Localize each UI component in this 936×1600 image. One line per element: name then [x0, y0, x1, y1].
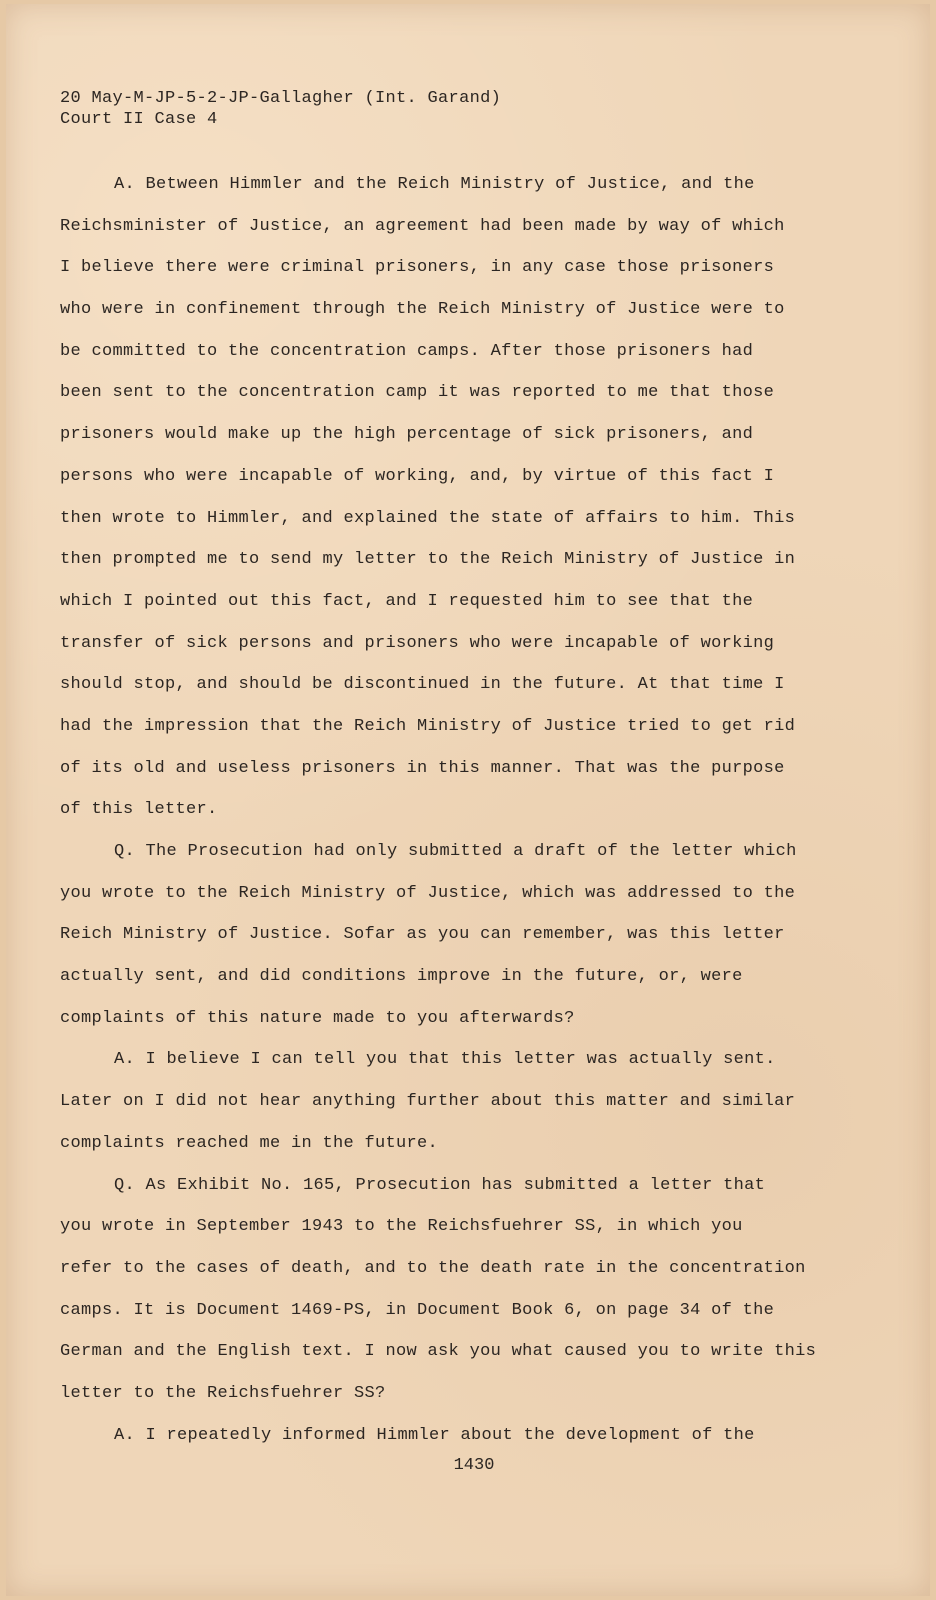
text-line: Reich Ministry of Justice. Sofar as you can remember, was this letter: [60, 925, 785, 945]
document-body: [60, 164, 860, 1456]
text-line: German and the English text. I now ask you what caused you to write this: [60, 1342, 817, 1362]
text-line: Reichsminister of Justice, an agreement had been made by way of which: [60, 216, 785, 236]
text-line: complaints reached me in the future.: [60, 1133, 439, 1153]
text-line: complaints of this nature made to you afterwards?: [60, 1008, 575, 1028]
text-line: should stop, and should be discontinued in the future. At that time I: [60, 675, 785, 695]
text-line: actually sent, and did conditions improve in the future, or, were: [60, 967, 743, 987]
text-line: Q. As Exhibit No. 165, Prosecution has submitted a letter that: [114, 1175, 766, 1195]
text-line: had the impression that the Reich Ministry of Justice tried to get rid: [60, 716, 796, 736]
text-line: A. I repeatedly informed Himmler about the development of the: [114, 1425, 755, 1445]
text-line: Q. The Prosecution had only submitted a draft of the letter which: [114, 842, 797, 861]
text-line: prisoners would make up the high percentage of sick prisoners, and: [60, 425, 754, 445]
document-header: [60, 88, 501, 130]
text-line: of this letter.: [60, 800, 218, 820]
text-line: A. Between Himmler and the Reich Ministry of Justice, and the: [114, 175, 755, 194]
text-line: camps. It is Document 1469-PS, in Document Book 6, on page 34 of the: [60, 1300, 775, 1320]
text-line: letter to the Reichsfuehrer SS?: [60, 1383, 386, 1403]
text-line: A. I believe I can tell you that this letter was actually sent.: [114, 1050, 776, 1070]
text-line: who were in confinement through the Reich Ministry of Justice were to: [60, 300, 785, 320]
document-page: [6, 4, 930, 1596]
header-line-1: 20 May-M-JP-5-2-JP-Gallagher (Int. Garand): [60, 89, 502, 108]
text-line: then wrote to Himmler, and explained the state of affairs to him. This: [60, 508, 796, 528]
text-line: persons who were incapable of working, and, by virtue of this fact I: [60, 466, 775, 486]
text-line: Later on I did not hear anything further about this matter and similar: [60, 1092, 796, 1112]
text-line: refer to the cases of death, and to the death rate in the concentration: [60, 1258, 806, 1278]
header-line-2: Court II Case 4: [60, 110, 218, 129]
text-line: I believe there were criminal prisoners, in any case those prisoners: [60, 258, 775, 278]
text-line: of its old and useless prisoners in this manner. That was the purpose: [60, 758, 785, 778]
text-line: which I pointed out this fact, and I requested him to see that the: [60, 591, 754, 611]
text-line: be committed to the concentration camps. After those prisoners had: [60, 341, 754, 361]
text-line: been sent to the concentration camp it was reported to me that those: [60, 383, 775, 403]
text-line: then prompted me to send my letter to the Reich Ministry of Justice in: [60, 550, 796, 570]
text-line: transfer of sick persons and prisoners who were incapable of working: [60, 633, 775, 653]
text-line: you wrote to the Reich Ministry of Justice, which was addressed to the: [60, 883, 796, 903]
text-line: you wrote in September 1943 to the Reichsfuehrer SS, in which you: [60, 1217, 743, 1237]
page-number: 1430: [453, 1456, 495, 1475]
